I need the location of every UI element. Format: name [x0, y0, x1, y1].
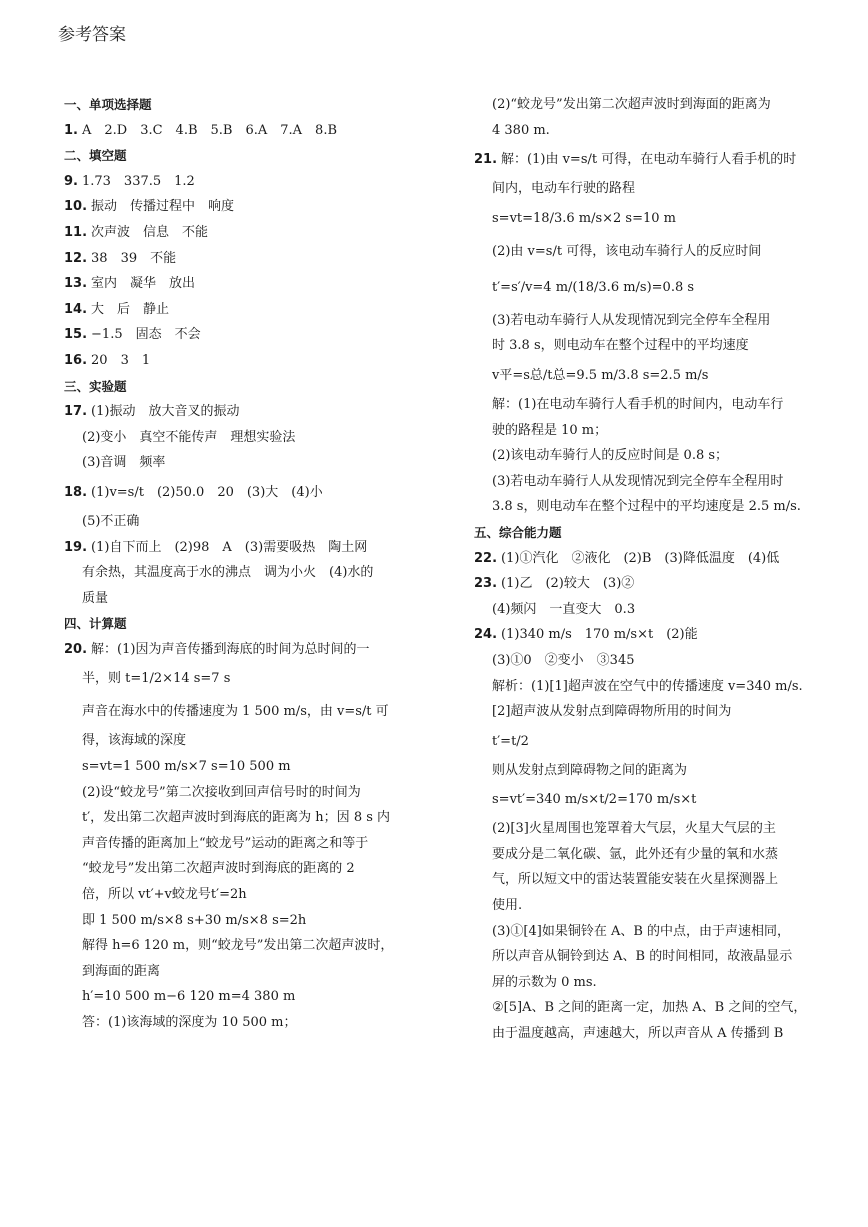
answer-line: [474, 867, 794, 893]
answer-line: [474, 268, 794, 308]
answer-text: (3)若电动车骑行人从发现情况到完全停车全程用: [492, 312, 771, 328]
section-heading: 一、单项选择题: [64, 97, 152, 112]
answer-text: 答：(1)该海域的深度为 10 500 m；: [82, 1015, 297, 1030]
answer-text: 声音在海水中的传播速度为 1 500 m/s，由 v=s/t 可: [82, 704, 389, 720]
answer-text: 半，则 t=1/2×14 s=7 s: [82, 671, 231, 687]
answer-text: (1)340 m/s 170 m/s×t (2)能: [501, 627, 698, 643]
answer-text: 质量: [82, 590, 109, 606]
answer-text: (2)[3]火星周围也笼罩着大气层，火星大气层的主: [492, 821, 776, 837]
answer-line: [474, 597, 794, 623]
answer-text: (3)音调 频率: [82, 455, 166, 471]
answer-text: (3)若电动车骑行人从发现情况到完全停车全程用时: [492, 473, 784, 489]
answer-text: 1.73 337.5 1.2: [81, 173, 195, 189]
answer-text: 由于温度越高，声速越大，所以声音从 A 传播到 B: [492, 1026, 784, 1042]
answer-text: 解得 h=6 120 m，则“蛟龙号”发出第二次超声波时，: [82, 938, 394, 954]
answer-line: [474, 308, 794, 334]
answer-text: 屏的示数为 0 ms.: [492, 974, 597, 990]
answer-line: [64, 780, 394, 806]
answer-line: [64, 908, 394, 934]
question-number: 15.: [64, 327, 88, 343]
answer-text: s=vt′=340 m/s×t/2=170 m/s×t: [492, 792, 697, 808]
answer-line: [64, 695, 394, 728]
answer-line: [474, 1021, 794, 1047]
right-column: [474, 92, 807, 1047]
answer-line: [474, 494, 801, 520]
question-number: 18.: [64, 484, 88, 500]
answer-item: [64, 271, 394, 297]
question-number: 14.: [64, 301, 88, 317]
answer-text: v平=s总/t总=9.5 m/3.8 s=2.5 m/s: [492, 367, 709, 383]
answer-line: [474, 92, 794, 118]
answer-line: [474, 392, 794, 418]
answer-text: 得，该海域的深度: [82, 733, 187, 749]
answer-text: 气，所以短文中的雷达装置能安装在火星探测器上: [492, 872, 779, 888]
answer-text: s=vt=18/3.6 m/s×2 s=10 m: [492, 210, 676, 226]
left-column: [64, 92, 394, 1036]
answer-text: (1)乙 (2)较大 (3)②: [501, 576, 635, 592]
question-number: 16.: [64, 352, 88, 368]
question-number: 19.: [64, 539, 88, 555]
answer-text: (2)该电动车骑行人的反应时间是 0.8 s；: [492, 448, 729, 464]
answer-line: [64, 728, 394, 754]
answer-item: [64, 297, 394, 323]
answer-line: [64, 662, 394, 695]
answer-line: [64, 805, 394, 831]
answer-item: [474, 571, 794, 597]
answer-text: 38 39 不能: [91, 250, 177, 266]
answer-line: [474, 783, 794, 816]
answer-text: (5)不正确: [82, 513, 140, 529]
answer-line: [474, 443, 794, 469]
answer-text: (3)①[4]如果铜铃在 A、B 的中点，由于声速相同，: [492, 923, 791, 939]
answer-line: [64, 882, 394, 908]
answer-text: t′，发出第二次超声波时到海底的距离为 h；因 8 s 内: [82, 810, 391, 826]
answer-line: [474, 648, 794, 674]
question-number: 21.: [474, 152, 498, 168]
question-number: 9.: [64, 173, 78, 189]
question-number: 22.: [474, 550, 498, 566]
question-number: 13.: [64, 276, 88, 292]
answer-text: h′=10 500 m−6 120 m=4 380 m: [82, 989, 296, 1005]
answer-text: (2)变小 真空不能传声 理想实验法: [82, 429, 296, 445]
answer-text: (4)频闪 一直变大 0.3: [492, 601, 636, 617]
answer-text: 驶的路程是 10 m；: [492, 422, 608, 438]
answer-line: [64, 586, 394, 612]
answer-text: 使用.: [492, 898, 523, 914]
answer-text: 解：(1)由 v=s/t 可得，在电动车骑行人看手机的时: [501, 152, 797, 168]
answer-item: [474, 546, 794, 572]
answer-text: t′=s′/v=4 m/(18/3.6 m/s)=0.8 s: [492, 279, 695, 295]
answer-line: [474, 699, 794, 725]
answer-line: [64, 984, 394, 1010]
answer-line: [474, 725, 794, 758]
section-heading: 二、填空题: [64, 148, 127, 164]
answer-line: [474, 176, 794, 202]
answer-line: [64, 856, 394, 882]
answer-text: −1.5 固态 不会: [91, 327, 201, 343]
answer-item: [64, 169, 394, 195]
question-number: 24.: [474, 627, 498, 643]
answer-text: 则从发射点到障碍物之间的距离为: [492, 762, 688, 778]
question-number: 10.: [64, 199, 88, 215]
answer-line: [474, 944, 794, 970]
question-number: 20.: [64, 641, 88, 657]
answer-line: [64, 1010, 394, 1036]
answer-item: [64, 637, 394, 663]
answer-text: (2)“蛟龙号”发出第二次超声波时到海面的距离为: [492, 97, 771, 112]
answer-item: [64, 246, 394, 272]
question-number: 1.: [64, 122, 78, 138]
answer-line: [64, 509, 394, 535]
answer-line: [474, 359, 794, 392]
answer-text: t′=t/2: [492, 733, 529, 749]
answer-line: [474, 118, 794, 144]
answer-line: [64, 754, 394, 780]
answer-item: [64, 476, 394, 509]
answer-line: [474, 893, 794, 919]
answer-text: 时 3.8 s，则电动车在整个过程中的平均速度: [492, 338, 749, 354]
section-heading: 三、实验题: [64, 378, 127, 394]
answer-text: (2)由 v=s/t 可得，该电动车骑行人的反应时间: [492, 243, 762, 259]
section-heading: 五、综合能力题: [474, 524, 562, 540]
answer-item: [474, 143, 797, 176]
answer-line: [64, 450, 394, 476]
answer-text: “蛟龙号”发出第二次超声波时到海底的距离的 2: [82, 861, 355, 877]
answer-line: [64, 560, 394, 586]
answer-text: 到海面的距离: [82, 963, 161, 979]
answer-item: [474, 622, 794, 648]
answer-line: [474, 469, 794, 495]
answer-text: 大 后 静止: [91, 301, 170, 317]
answer-text: 要成分是二氧化碳、氩，此外还有少量的氧和水蒸: [492, 846, 779, 862]
answer-item: [64, 220, 394, 246]
answer-text: 即 1 500 m/s×8 s+30 m/s×8 s=2h: [82, 912, 307, 928]
answer-text: 解：(1)因为声音传播到海底的时间为总时间的一: [91, 641, 370, 657]
answer-text: 4 380 m.: [492, 122, 550, 138]
answer-text: A 2.D 3.C 4.B 5.B 6.A 7.A 8.B: [81, 122, 338, 138]
answer-text: 解：(1)在电动车骑行人看手机的时间内，电动车行: [492, 396, 784, 412]
answer-text: 间内，电动车行驶的路程: [492, 181, 636, 197]
answer-line: [474, 418, 794, 444]
answer-line: [474, 333, 794, 359]
answer-text: (1)振动 放大音叉的振动: [91, 404, 240, 420]
answer-text: 次声波 信息 不能: [91, 224, 209, 240]
answer-line: [474, 816, 794, 842]
answer-text: s=vt=1 500 m/s×7 s=10 500 m: [82, 759, 291, 775]
answer-item: [64, 194, 394, 220]
answer-line: [474, 842, 794, 868]
answer-text: (1)自下而上 (2)98 A (3)需要吸热 陶土网: [91, 539, 368, 555]
answer-line: [474, 919, 794, 945]
question-number: 11.: [64, 224, 88, 240]
answer-item: [64, 118, 394, 144]
answer-line: [474, 235, 794, 268]
question-number: 23.: [474, 576, 498, 592]
section-heading: 四、计算题: [64, 616, 127, 632]
answer-text: 振动 传播过程中 响度: [91, 199, 235, 215]
answer-line: [474, 674, 803, 700]
answer-line: [474, 758, 794, 784]
answer-line: [64, 933, 394, 959]
answer-line: [64, 425, 394, 451]
question-number: 12.: [64, 250, 88, 266]
answer-text: 室内 凝华 放出: [91, 276, 196, 292]
answer-line: [474, 970, 794, 996]
page-header: 参考答案: [58, 25, 126, 45]
answer-text: 解析：(1)[1]超声波在空气中的传播速度 v=340 m/s.: [492, 678, 803, 694]
answer-text: 20 3 1: [91, 352, 151, 368]
answer-text: 3.8 s，则电动车在整个过程中的平均速度是 2.5 m/s.: [492, 499, 801, 515]
answer-text: 所以声音从铜铃到达 A、B 的时间相同，故液晶显示: [492, 949, 793, 965]
answer-line: [64, 959, 394, 985]
answer-item: [64, 322, 394, 348]
answer-text: 倍，所以 vt′+v蛟龙号t′=2h: [82, 887, 247, 903]
answer-item: [64, 348, 394, 374]
answer-text: ②[5]A、B 之间的距离一定，加热 A、B 之间的空气，: [492, 1000, 807, 1016]
answer-text: 有余热，其温度高于水的沸点 调为小火 (4)水的: [82, 565, 374, 581]
answer-text: (1)①汽化 ②液化 (2)B (3)降低温度 (4)低: [501, 550, 780, 566]
question-number: 17.: [64, 404, 88, 420]
answer-text: (2)设“蛟龙号”第二次接收到回声信号时的时间为: [82, 784, 361, 800]
answer-item: [64, 535, 394, 561]
answer-text: [2]超声波从发射点到障碍物所用的时间为: [492, 704, 732, 720]
answer-text: (1)v=s/t (2)50.0 20 (3)大 (4)小: [91, 484, 323, 500]
answer-text: 声音传播的距离加上“蛟龙号”运动的距离之和等于: [82, 835, 369, 851]
answer-line: [474, 202, 794, 235]
answer-item: [64, 399, 394, 425]
answer-line: [64, 831, 394, 857]
answer-text: (3)①0 ②变小 ③345: [492, 652, 635, 668]
answer-line: [474, 995, 807, 1021]
